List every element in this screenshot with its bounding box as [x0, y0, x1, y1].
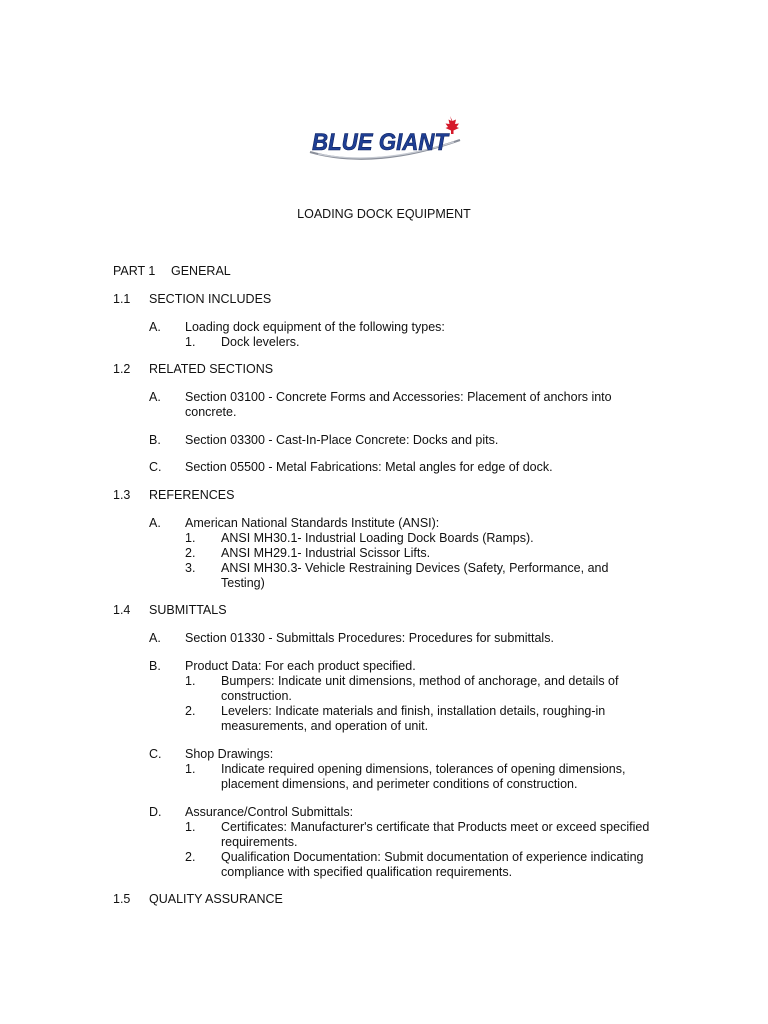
item-number: 1. [185, 335, 196, 349]
item-number: 1. [185, 762, 196, 776]
paragraph-letter: C. [149, 747, 162, 761]
paragraph-text: Section 03100 - Concrete Forms and Accessories: Placement of anchors into [185, 390, 612, 404]
item-number: 2. [185, 546, 196, 560]
section-title: RELATED SECTIONS [149, 362, 274, 376]
section-number: 1.1 [113, 292, 131, 306]
paragraph-letter: B. [149, 659, 161, 673]
paragraph-letter: D. [149, 805, 162, 819]
item-text: ANSI MH29.1- Industrial Scissor Lifts. [221, 546, 431, 560]
blue-giant-logo [304, 112, 466, 174]
item-text: Qualification Documentation: Submit documentation of experience indicating [221, 850, 644, 864]
paragraph-text: Loading dock equipment of the following types: [185, 320, 445, 334]
item-text: Dock levelers. [221, 335, 300, 349]
section-number: 1.3 [113, 488, 131, 502]
item-number: 1. [185, 820, 196, 834]
item-text: ANSI MH30.3- Vehicle Restraining Devices (Safety, Performance, and [221, 561, 609, 575]
item-number: 2. [185, 704, 196, 718]
paragraph-text: Section 03300 - Cast-In-Place Concrete: Docks and pits. [185, 433, 499, 447]
item-text: Indicate required opening dimensions, tolerances of opening dimensions, [221, 762, 626, 776]
section-title: SUBMITTALS [149, 603, 227, 617]
section-number: 1.5 [113, 892, 131, 906]
section-title: SECTION INCLUDES [149, 292, 272, 306]
paragraph-letter: A. [149, 390, 161, 404]
paragraph-text: Section 01330 - Submittals Procedures: Procedures for submittals. [185, 631, 554, 645]
paragraph-letter: A. [149, 631, 161, 645]
item-text: placement dimensions, and perimeter conditions of construction. [221, 777, 578, 791]
section-number: 1.4 [113, 603, 131, 617]
paragraph-letter: B. [149, 433, 161, 447]
item-text: construction. [221, 689, 292, 703]
paragraph-text: Assurance/Control Submittals: [185, 805, 354, 819]
item-number: 3. [185, 561, 196, 575]
paragraph-text: Product Data: For each product specified. [185, 659, 416, 673]
paragraph-letter: C. [149, 460, 162, 474]
item-text: Bumpers: Indicate unit dimensions, method of anchorage, and details of [221, 674, 619, 688]
item-number: 1. [185, 531, 196, 545]
item-text: compliance with specified qualification requirements. [221, 865, 513, 879]
item-text: Testing) [221, 576, 265, 590]
part-name: GENERAL [171, 264, 231, 278]
paragraph-text: American National Standards Institute (ANSI): [185, 516, 440, 530]
logo-brand-text: BLUE GIANT [312, 129, 451, 156]
section-number: 1.2 [113, 362, 131, 376]
document-title: LOADING DOCK EQUIPMENT [297, 207, 471, 221]
item-text: measurements, and operation of unit. [221, 719, 429, 733]
paragraph-text: concrete. [185, 405, 237, 419]
item-text: requirements. [221, 835, 298, 849]
paragraph-letter: A. [149, 516, 161, 530]
part-number: PART 1 [113, 264, 156, 278]
item-number: 1. [185, 674, 196, 688]
item-text: ANSI MH30.1- Industrial Loading Dock Boards (Ramps). [221, 531, 534, 545]
paragraph-letter: A. [149, 320, 161, 334]
section-title: REFERENCES [149, 488, 235, 502]
item-text: Certificates: Manufacturer's certificate that Products meet or exceed specified [221, 820, 650, 834]
item-number: 2. [185, 850, 196, 864]
item-text: Levelers: Indicate materials and finish, installation details, roughing-in [221, 704, 606, 718]
paragraph-text: Shop Drawings: [185, 747, 274, 761]
paragraph-text: Section 05500 - Metal Fabrications: Metal angles for edge of dock. [185, 460, 553, 474]
section-title: QUALITY ASSURANCE [149, 892, 283, 906]
